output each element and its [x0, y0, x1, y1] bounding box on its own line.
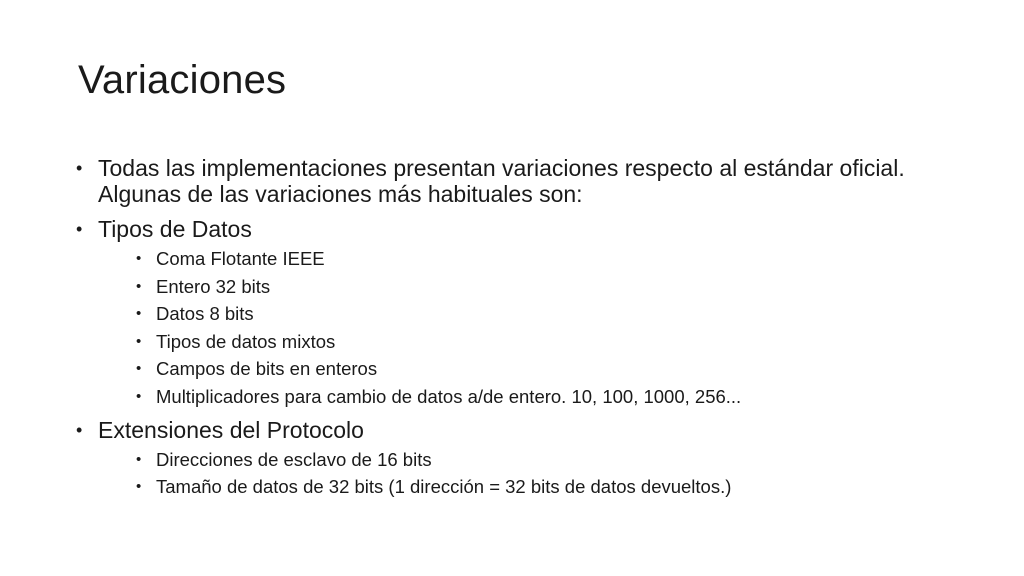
sub-bullet-text: Direcciones de esclavo de 16 bits — [156, 448, 432, 470]
bullet-dot-icon: • — [136, 305, 142, 322]
slide-title: Variaciones — [78, 58, 287, 102]
sub-bullet-text: Datos 8 bits — [156, 303, 254, 324]
bullet-dot-icon: • — [76, 419, 83, 440]
bullet-dot-icon: • — [76, 219, 83, 239]
bullet-dot-icon: • — [136, 250, 142, 267]
bullet-dot-icon: • — [136, 450, 142, 468]
bullet-item — [76, 417, 956, 499]
sub-bullet-item — [98, 476, 956, 498]
sub-bullet-item — [98, 331, 956, 353]
bullet-dot-icon: • — [136, 332, 142, 350]
bullet-dot-icon: • — [136, 478, 142, 495]
sub-bullet-text: Entero 32 bits — [156, 275, 271, 297]
bullet-item — [76, 155, 956, 207]
bullet-list — [76, 155, 956, 507]
bullet-text: Extensiones del Protocolo — [98, 416, 364, 443]
bullet-dot-icon: • — [136, 360, 142, 377]
bullet-dot-icon: • — [136, 387, 142, 405]
bullet-item — [76, 216, 956, 408]
bullet-dot-icon: • — [136, 277, 142, 295]
sub-bullet-list — [98, 248, 956, 408]
sub-bullet-item — [98, 276, 956, 298]
bullet-text: Tipos de Datos — [98, 216, 252, 242]
bullet-text: Todas las implementaciones presentan variaciones respecto al estándar oficial. Algunas de las variaciones más habituales son: — [98, 155, 905, 207]
sub-bullet-item — [98, 386, 956, 408]
sub-bullet-item — [98, 248, 956, 270]
sub-bullet-text: Tipos de datos mixtos — [156, 330, 336, 352]
bullet-dot-icon: • — [76, 158, 83, 178]
sub-bullet-text: Tamaño de datos de 32 bits (1 dirección = 32 bits de datos devueltos.) — [156, 476, 732, 497]
sub-bullet-text: Coma Flotante IEEE — [156, 248, 325, 269]
sub-bullet-list — [98, 449, 956, 499]
sub-bullet-item — [98, 303, 956, 325]
sub-bullet-text: Multiplicadores para cambio de datos a/de entero. 10, 100, 1000, 256... — [156, 385, 742, 407]
sub-bullet-item — [98, 358, 956, 380]
sub-bullet-item — [98, 449, 956, 471]
sub-bullet-text: Campos de bits en enteros — [156, 358, 378, 379]
